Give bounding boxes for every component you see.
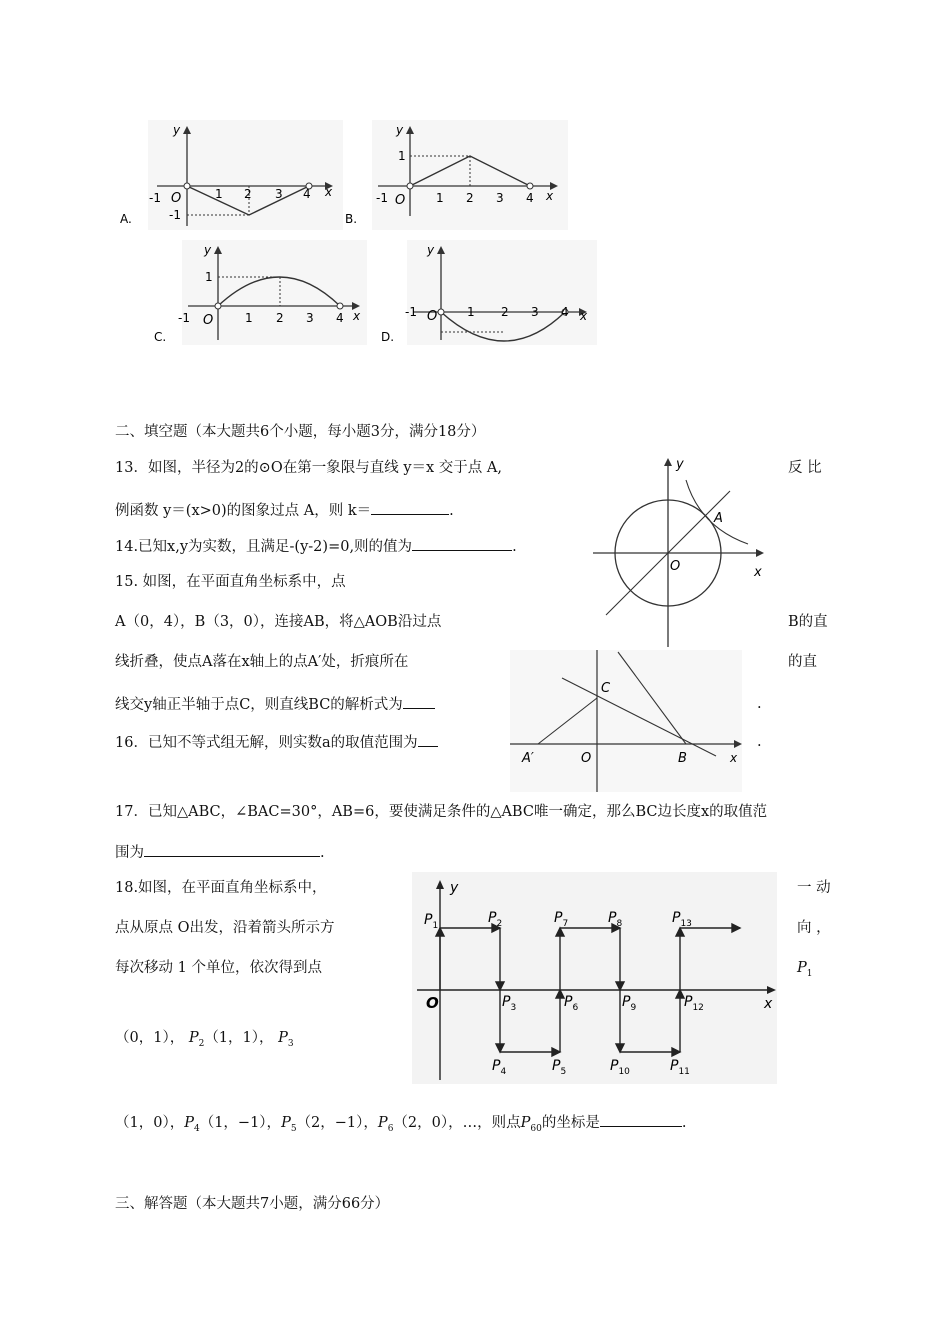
svg-text:C: C <box>601 681 611 696</box>
svg-text:A: A <box>714 511 723 526</box>
svg-text:y: y <box>676 457 684 472</box>
svg-text:O: O <box>203 313 214 328</box>
q18-point-label: $P_6$ <box>564 994 579 1013</box>
q18-point-label: $P_8$ <box>608 910 623 929</box>
choice-c-graph <box>150 240 380 345</box>
svg-text:3: 3 <box>496 191 504 205</box>
q18-line2-tail: 向 ， <box>797 920 831 936</box>
q15-answer-blank[interactable] <box>403 694 435 709</box>
choice-b-graph <box>340 120 570 230</box>
svg-text:y: y <box>173 123 181 137</box>
svg-text:2: 2 <box>501 305 509 319</box>
q18-line2: 点从原点 O出发，沿着箭头所示方 <box>115 920 335 936</box>
q16-end: . <box>757 734 762 750</box>
choice-c-label: C. <box>154 330 167 344</box>
choice-a-graph <box>115 120 345 230</box>
svg-text:3: 3 <box>531 305 539 319</box>
q18-line3: 每次移动 1 个单位，依次得到点 <box>115 960 322 976</box>
q18-point-label: $P_3$ <box>502 994 517 1013</box>
svg-text:y: y <box>396 123 404 137</box>
q15-line3-tail: 的直 <box>788 654 817 670</box>
q18-line4: （0，1）， $P_2(1$，1）， $P_3$ <box>115 1030 294 1049</box>
svg-text:2: 2 <box>276 311 284 325</box>
svg-text:1: 1 <box>467 305 475 319</box>
svg-text:1: 1 <box>398 149 406 163</box>
q13-line1: 13．如图，半径为2的⊙O在第一象限与直线 y＝x 交于点 A, <box>115 460 502 476</box>
q13-answer-blank[interactable] <box>371 500 449 515</box>
q15-line2-tail: B的直 <box>788 614 828 630</box>
choice-d-graph <box>375 240 605 345</box>
svg-text:4: 4 <box>561 305 569 319</box>
svg-text:O: O <box>395 193 406 208</box>
svg-text:1: 1 <box>205 270 213 284</box>
q14-line: 14.已知x,y为实数，且满足-(y-2)=0,则的值为 . <box>115 536 517 557</box>
svg-text:-1: -1 <box>178 311 190 325</box>
q15-figure <box>510 650 742 792</box>
svg-text:A′: A′ <box>522 751 534 766</box>
q15-line3: 线折叠，使点A落在x轴上的点A′处，折痕所在 <box>115 654 409 670</box>
svg-text:B: B <box>678 751 687 766</box>
a-tick-neg1: -1 <box>149 191 161 205</box>
section2-heading: 二、填空题（本大题共6个小题，每小题3分，满分18分） <box>115 424 486 440</box>
q18-point-label: $P_9$ <box>622 994 637 1013</box>
svg-text:3: 3 <box>306 311 314 325</box>
q18-answer-blank[interactable] <box>600 1112 682 1127</box>
choice-b-label: B. <box>345 212 358 226</box>
q15-line1: 15. 如图，在平面直角坐标系中，点 <box>115 574 346 590</box>
svg-text:O: O <box>426 994 439 1012</box>
q18-point-label: $P_{11}$ <box>670 1058 690 1077</box>
svg-text:O: O <box>427 309 438 324</box>
svg-text:4: 4 <box>336 311 344 325</box>
q18-point-label: $P_{12}$ <box>684 994 704 1013</box>
svg-text:x: x <box>325 185 333 199</box>
svg-text:x: x <box>730 751 738 765</box>
svg-text:x: x <box>353 309 361 323</box>
q18-line5: （1，0），$P_4(1$，−1），$P_5(2$，−1），$P_6(2$，0），…，则点$P_{60}$的坐标是 . <box>115 1112 686 1139</box>
choice-a-label: A. <box>120 212 132 226</box>
q15-line4: 线交y轴正半轴于点C，则直线BC的解析式为 <box>115 694 435 715</box>
svg-text:y: y <box>450 880 459 896</box>
q13-line1-tail: 反 比 <box>788 460 822 476</box>
svg-text:4: 4 <box>526 191 534 205</box>
q18-point-label: $P_{13}$ <box>672 910 692 929</box>
svg-text:x: x <box>546 189 554 203</box>
choice-d-label: D. <box>381 330 395 344</box>
q13-figure <box>588 452 773 652</box>
q15-line2: A（0，4），B（3，0），连接AB，将△AOB沿过点 <box>115 614 442 630</box>
q17-answer-blank[interactable] <box>144 842 320 857</box>
q18-point-label: $P_5$ <box>552 1058 567 1077</box>
svg-text:O: O <box>670 559 681 574</box>
svg-text:1: 1 <box>215 187 223 201</box>
q17-line2: 围为 . <box>115 842 325 863</box>
q13-line2: 例函数 y＝(x>0)的图象过点 A，则 k＝ . <box>115 500 454 521</box>
svg-text:3: 3 <box>275 187 283 201</box>
svg-text:-1: -1 <box>376 191 388 205</box>
svg-text:O: O <box>581 751 592 766</box>
q18-point-label: $P_{10}$ <box>610 1058 630 1077</box>
q18-line1: 18.如图，在平面直角坐标系中， <box>115 880 327 896</box>
q16-line: 16．已知不等式组无解，则实数a的取值范围为 <box>115 732 438 753</box>
section3-heading: 三、解答题（本大题共7小题，满分66分） <box>115 1196 390 1212</box>
svg-text:x: x <box>580 309 588 323</box>
q18-line3-tail: $P_1$ <box>797 960 813 979</box>
q15-line4-end: . <box>757 696 762 712</box>
svg-text:4: 4 <box>303 187 311 201</box>
svg-text:y: y <box>427 243 435 257</box>
svg-text:2: 2 <box>244 187 252 201</box>
svg-text:y: y <box>204 243 212 257</box>
svg-text:-1: -1 <box>405 305 417 319</box>
svg-text:x: x <box>754 565 762 580</box>
svg-text:-1: -1 <box>169 208 181 222</box>
q18-point-label: $P_2$ <box>488 910 503 929</box>
svg-text:x: x <box>764 996 773 1012</box>
q18-figure <box>412 872 782 1084</box>
svg-text:1: 1 <box>436 191 444 205</box>
q17-line1: 17．已知△ABC，∠BAC=30°，AB=6，要使满足条件的△ABC唯一确定，那么BC边长度x的取值范 <box>115 804 768 820</box>
q16-answer-blank[interactable] <box>418 732 438 747</box>
q18-point-label: $P_7$ <box>554 910 569 929</box>
q18-point-label: $P_4$ <box>492 1058 507 1077</box>
svg-text:1: 1 <box>245 311 253 325</box>
svg-text:2: 2 <box>466 191 474 205</box>
q18-point-label: $P_1$ <box>424 912 439 931</box>
q18-line1-tail: 一 动 <box>797 880 831 896</box>
a-origin: O <box>171 191 182 206</box>
q14-answer-blank[interactable] <box>412 536 512 551</box>
